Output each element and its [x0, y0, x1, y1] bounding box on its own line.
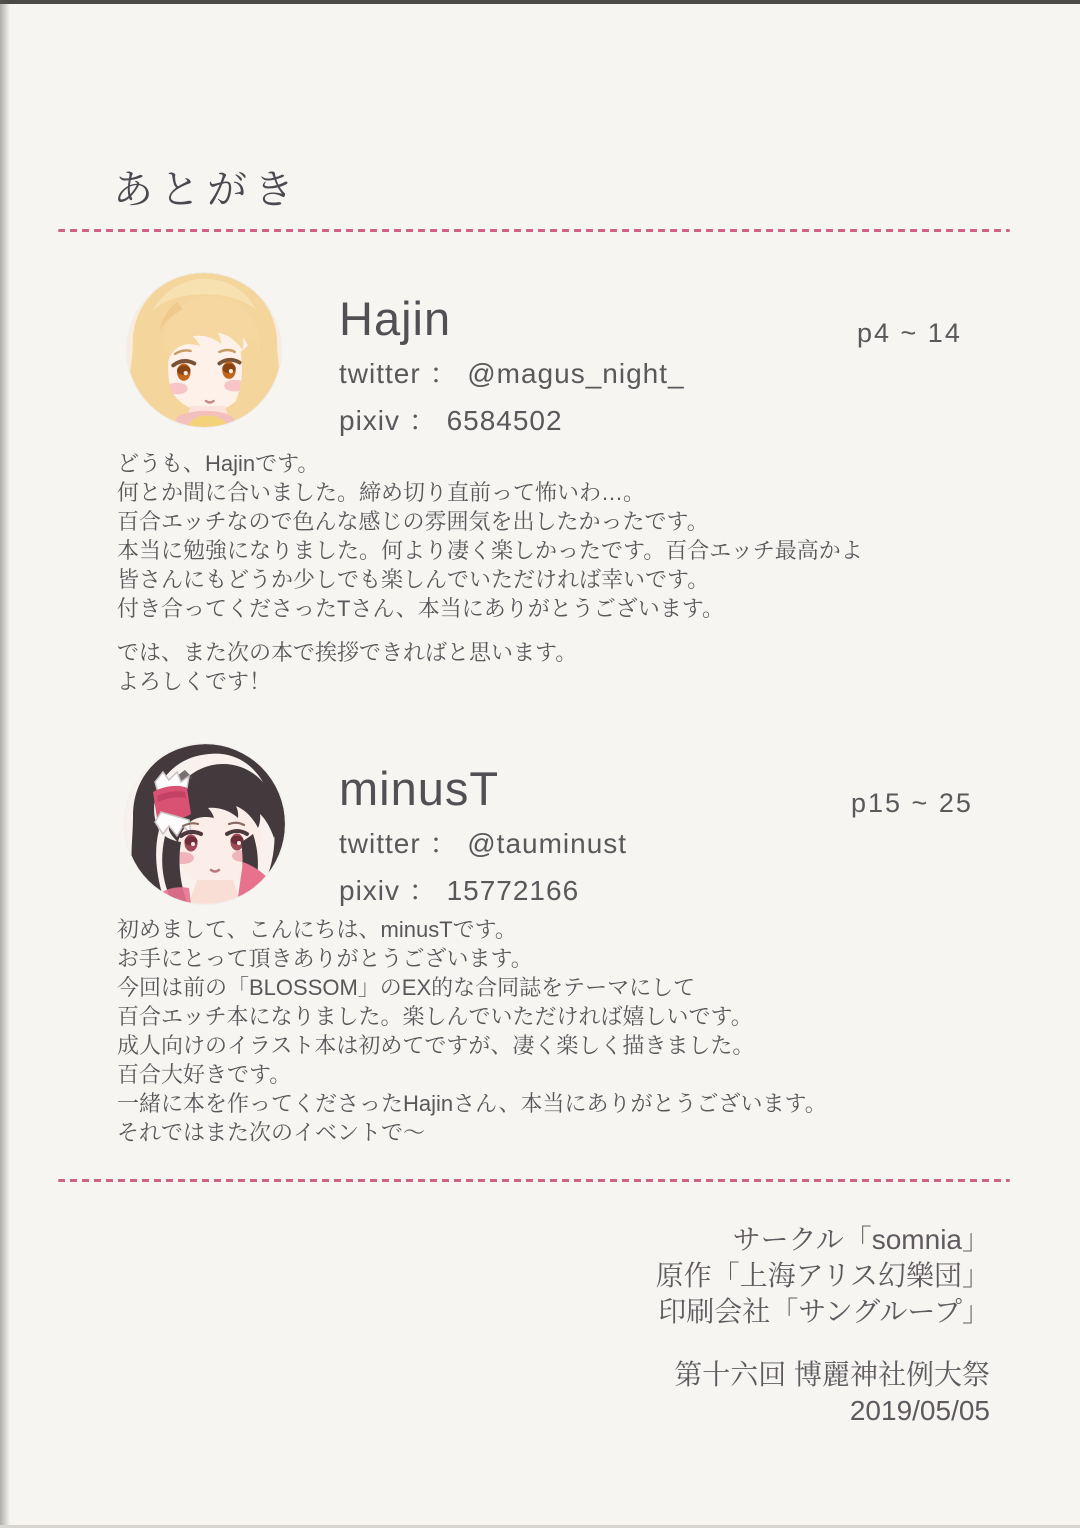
text-line: 何とか間に合いました。締め切り直前って怖いわ…。: [117, 480, 646, 505]
text-line: 印刷会社「サングループ」: [658, 1296, 990, 1327]
dashed-divider-bottom: [58, 1179, 1010, 1182]
text-line: 百合エッチなので色んな感じの雰囲気を出したかったです。: [117, 509, 709, 534]
text-line: お手にとって頂きありがとうございます。: [117, 946, 533, 971]
hajin-twitter-handle: twitter ： @magus_night_: [339, 357, 685, 389]
hajin-closing-message: [117, 638, 577, 696]
text-line: 百合大好きです。: [117, 1062, 292, 1087]
text-line: 百合エッチ本になりました。楽しんでいただければ嬉しいです。: [117, 1004, 753, 1029]
text-line: 成人向けのイラスト本は初めてですが、凄く楽しく描きました。: [117, 1033, 755, 1058]
minust-message: [117, 915, 827, 1147]
text-line: 2019/05/05: [849, 1395, 990, 1426]
text-line: 皆さんにもどうか少しでも楽しんでいただければ幸いです。: [117, 567, 710, 592]
artist-name-minust: minusT: [339, 762, 500, 815]
artist-name-hajin: Hajin: [339, 292, 452, 345]
text-line: それではまた次のイベントで～: [117, 1120, 426, 1145]
hajin-page-range: p4 ~ 14: [857, 318, 962, 348]
blonde-girl-portrait-illustration: [127, 273, 281, 427]
dashed-divider-top: [58, 229, 1010, 232]
dark-haired-girl-portrait-illustration: [125, 744, 285, 904]
text-line: 第十六回 博麗神社例大祭: [674, 1359, 990, 1390]
circle-credits: [656, 1222, 990, 1330]
text-line: 初めまして、こんにちは、minusTです。: [117, 917, 517, 942]
hajin-message: [117, 449, 863, 623]
event-info: [674, 1357, 990, 1429]
hajin-info-block: [339, 293, 685, 439]
text-line: では、また次の本で挨拶できればと思います。: [117, 640, 578, 665]
text-line: よろしくです！: [117, 669, 272, 694]
minust-pixiv-id: pixiv ： 15772166: [339, 874, 580, 906]
hajin-pixiv-id: pixiv ： 6584502: [339, 404, 563, 436]
minust-twitter-handle: twitter ： @tauminust: [339, 827, 628, 859]
text-line: 原作「上海アリス幻樂団」: [655, 1260, 990, 1291]
text-line: 付き合ってくださったTさん、本当にありがとうございます。: [117, 596, 725, 621]
scan-edge-left: [0, 0, 10, 1528]
text-line: 今回は前の「BLOSSOM」のEX的な合同誌をテーマにして: [117, 975, 696, 1000]
text-line: サークル「somnia」: [732, 1224, 990, 1255]
text-line: どうも、Hajinです。: [117, 451, 320, 476]
minust-avatar: [125, 744, 285, 904]
minust-info-block: [339, 763, 627, 909]
page-title: あとがき: [113, 168, 301, 212]
text-line: 一緒に本を作ってくださったHajinさん、本当にありがとうございます。: [117, 1091, 827, 1116]
hajin-avatar: [127, 273, 281, 427]
minust-page-range: p15 ~ 25: [851, 788, 973, 818]
text-line: 本当に勉強になりました。何より凄く楽しかったです。百合エッチ最高かよ: [117, 538, 863, 563]
scan-edge-top: [0, 0, 1080, 4]
